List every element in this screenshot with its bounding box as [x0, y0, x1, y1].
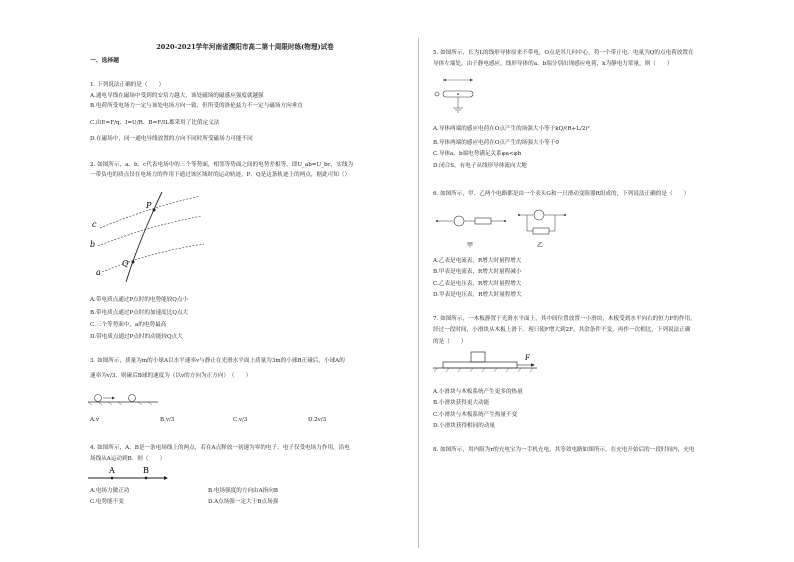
- q7-option-a: A.小滑块与木板系统产生更多的热量: [433, 389, 523, 395]
- q6-option-d: D.甲表是电压表，R增大时量程增大: [433, 292, 522, 298]
- q4-stem-line2: 场线从A运动到B．则（ ）: [90, 456, 166, 462]
- label-a: A: [109, 466, 115, 475]
- q2-equipotential-figure: [88, 190, 208, 282]
- small-block: [471, 352, 485, 362]
- q1-option-d: D.在磁场中，同一通电导线放置的方向不同时所受磁场力可能不同: [90, 136, 253, 142]
- equipotential-a: [102, 244, 204, 272]
- q3-option-a: A.v: [90, 417, 99, 423]
- q4-option-b: B.电场强度的方向由A指向B: [208, 488, 278, 494]
- label-b: B: [143, 466, 149, 475]
- q7-option-b: B.小滑块获得更大动能: [433, 400, 490, 406]
- section-heading: 一、选择题: [90, 58, 119, 64]
- label-yi: 乙: [537, 242, 544, 249]
- q8-stem-line1: 8. 如图所示，用内阻为r的充电宝为一手机充电，其等效电路如图所示。在充电开始后的一段时间内，充电: [433, 447, 695, 453]
- page-title: 2020-2021学年河南省濮阳市高二第十周限时练(物理)试卷: [156, 43, 334, 51]
- trajectory-line: [126, 192, 162, 282]
- label-f: F: [525, 354, 530, 362]
- q5-option-c: C.导体a、b端电势满足关系φa<φb: [433, 151, 522, 157]
- q5-stem-line1: 5. 如图所示，长为L的线形导体原来不带电，O点是其几何中心，将一个带正电、电量为Q的点电荷放置在: [433, 50, 694, 56]
- q1-stem: 1. 下列说法正确的是（ ）: [90, 82, 165, 88]
- q2-option-d: D.带电质点通过P点时的动能较Q点大: [90, 334, 183, 340]
- q2-option-c: C.三个等势面中，a的电势最高: [90, 322, 167, 328]
- point-charge-q: [435, 92, 439, 96]
- label-p: P: [146, 201, 152, 210]
- q7-option-d: D.小滑块获得相同的动量: [433, 423, 496, 429]
- q4-stem-line1: 4. 如图所示，A、B是一条电场线上的两点，若在A点释放一初速为零的电子，电子仅受电场力作用，沿电: [90, 445, 350, 451]
- q5-option-b: B.导体两端的感应电荷在O点产生的场强大小等于0: [433, 140, 559, 146]
- q3-option-d: D.2v/3: [308, 417, 327, 423]
- q6-option-c: C.乙表是电压表，R增大时量程增大: [433, 281, 522, 287]
- q4-option-a: A.电场力做正功: [90, 488, 130, 494]
- q4-option-d: D.A点场强一定大于B点场强: [208, 499, 279, 505]
- q2-option-a: A.带电质点通过P点时的电势能较Q点小: [90, 297, 189, 303]
- rheostat-jia: [475, 218, 491, 224]
- q2-stem-line1: 2. 如图所示，a、b、c代表电场中的三个等势面，相邻等势面之间的电势差相等，即U_ab=U_bc，实线为: [90, 162, 354, 168]
- q7-option-c: C.小滑块与木板系统产生热量不变: [433, 412, 518, 418]
- q3-collision-figure: [88, 392, 158, 406]
- q7-stem-line3: 的是（ ）: [433, 339, 467, 345]
- galvanometer-jia: [454, 216, 464, 226]
- rheostat-yi: [533, 228, 549, 234]
- q5-stem-line2: 导体左端处，由于静电感应，线形导体的a、b端分别出现感应电荷，k为静电力常量，则（ ）: [433, 61, 673, 67]
- q3-stem-line2: 速率为v/3，则碰后B球的速度为（以v的方向为正方向） （ ）: [90, 373, 252, 379]
- q5-conductor-figure: [433, 72, 479, 116]
- ball-a: [95, 395, 102, 402]
- q7-board-figure: [433, 348, 537, 380]
- point-a: [111, 477, 114, 480]
- q5-option-a: A.导体两端的感应电荷在O点产生的场强大小等于kQ/(R+L/2)²: [433, 126, 590, 132]
- q3-stem-line1: 3. 如图所示，质量为m的小球A以水平速率v与静止在光滑水平面上质量为3m的小球B正碰后，小球A的: [90, 358, 345, 364]
- galvanometer-yi: [534, 210, 544, 220]
- q1-option-b: B.电荷所受电场力一定与该处电场方向一致，但所受的洛伦兹力不一定与磁场方向垂直: [90, 103, 303, 109]
- q7-stem-line2: 经过一段时间，小滑块从木板上滑下。现只使F增大到2F，其余条件不变，再作一次相比，下列说法正确: [433, 327, 691, 333]
- wooden-board: [443, 362, 517, 368]
- q3-option-c: C.v/3: [233, 417, 248, 423]
- q5-option-d: D.闭合S，有电子从线形导体流向大地: [433, 163, 527, 169]
- q7-stem-line1: 7. 如图所示，一木板静置于光滑水平面上，其中间位置放置一小滑块，木板受到水平向右的恒力F的作用，: [433, 316, 696, 322]
- point-q: [132, 261, 135, 264]
- center-o: [457, 93, 459, 95]
- label-q: Q: [122, 259, 129, 268]
- equipotential-b: [98, 216, 202, 246]
- label-a: a: [96, 268, 101, 277]
- q4-field-line-figure: [88, 466, 168, 484]
- q2-stem-line2: 一带负电的质点仅在电场力的作用下通过该区域时的运动轨迹，P、Q是这条轨迹上的两点，据此可知（）: [90, 172, 351, 178]
- q3-option-b: B.v/3: [160, 417, 175, 423]
- q1-option-c: C.由E=F/q、I=U/R、B=F/IL都采用了比值定义法: [90, 120, 220, 126]
- right-column: [433, 0, 773, 562]
- q6-option-a: A.乙表是电流表，R增大时量程增大: [433, 258, 522, 264]
- point-p: [153, 209, 156, 212]
- q6-option-b: B.甲表是电流表，R增大时量程减小: [433, 269, 522, 275]
- left-column: [88, 0, 402, 562]
- point-b: [145, 477, 148, 480]
- q6-circuit-figure: [435, 203, 585, 253]
- ball-b: [129, 395, 136, 402]
- q1-option-a: A.通电导线在磁场中受到的安培力越大，该处磁场的磁感应强度就越强: [90, 93, 264, 99]
- q4-option-c: C.电势能不变: [90, 499, 124, 505]
- q2-option-b: B.带电质点通过P点时的加速度比Q点大: [90, 310, 189, 316]
- label-jia: 甲: [467, 242, 474, 249]
- q6-stem: 6. 如图所示，甲、乙两个电路都是由一个表头G和一只滑动变阻器R组成的，下列说法正确的是（ ）: [433, 191, 690, 197]
- label-b: b: [90, 240, 96, 249]
- label-c: c: [92, 220, 97, 229]
- column-divider: [418, 38, 419, 548]
